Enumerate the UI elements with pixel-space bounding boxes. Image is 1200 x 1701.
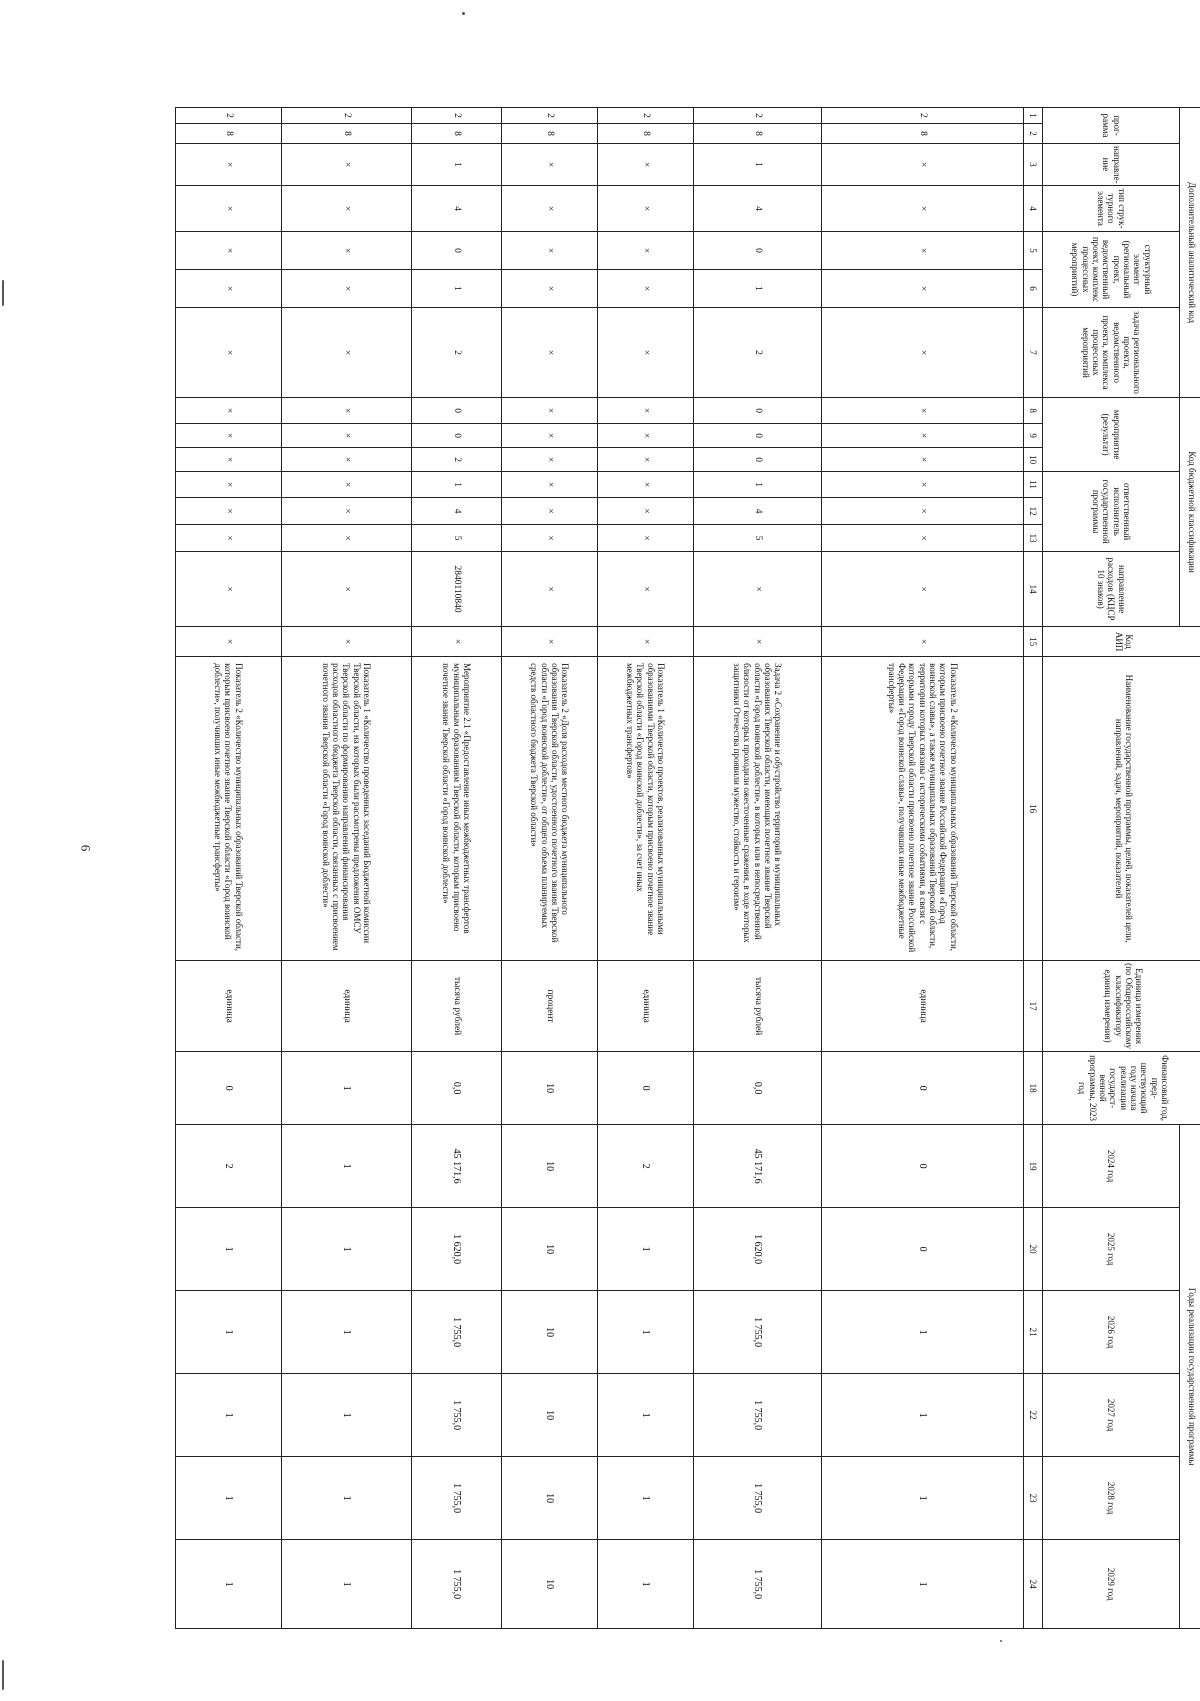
row-value-base: 0 (176, 1052, 282, 1125)
column-number: 17 (1023, 961, 1043, 1052)
column-number: 15 (1023, 627, 1043, 657)
row-code-c3: 1 (411, 144, 502, 186)
row-value-y2028: 1 (597, 1457, 693, 1540)
column-number: 21 (1023, 1291, 1043, 1374)
row-code-c6: × (502, 270, 598, 308)
row-code-c14: × (597, 552, 693, 627)
scan-speck (462, 12, 465, 15)
row-code-c3: × (176, 144, 282, 186)
row-code-c9: 0 (411, 424, 502, 448)
row-name: Показатель 2 «Доля расходов местного бюджета муниципального образования Тверской области, удостоенного почетного звания Тверской области «Город воинской доблести», от общего объема планируемых средств областного бюджета Тверской области» (502, 657, 598, 961)
row-code-c14: × (281, 552, 411, 627)
column-number: 6 (1023, 270, 1043, 308)
row-code-c1: 2 (693, 108, 822, 124)
column-number: 1 (1023, 108, 1043, 124)
header-name: Наименование государственной программы, целей, показателей цели, направлений, задач, мероприятий, показателей (1043, 657, 1200, 961)
row-code-c3: × (281, 144, 411, 186)
row-code-c3: × (822, 144, 1023, 186)
row-value-y2029: 1 755,0 (411, 1540, 502, 1629)
row-code-c12: × (281, 498, 411, 525)
table-row (411, 108, 502, 1629)
row-value-y2028: 1 (281, 1457, 411, 1540)
row-code-c4: × (502, 186, 598, 232)
row-code-c2: 8 (693, 124, 822, 144)
program-table (175, 107, 1200, 1629)
row-code-c6: × (176, 270, 282, 308)
row-unit: тысяча рублей (411, 961, 502, 1052)
row-code-c8: × (597, 398, 693, 424)
row-unit: единица (176, 961, 282, 1052)
row-value-y2024: 10 (502, 1125, 598, 1208)
header-year-2024: 2024 год (1043, 1125, 1180, 1208)
row-code-c8: 0 (693, 398, 822, 424)
row-value-y2025: 10 (502, 1208, 598, 1291)
scan-speck (1000, 1640, 1002, 1642)
table-row (502, 108, 598, 1629)
row-code-c9: × (502, 424, 598, 448)
row-code-c10: × (502, 448, 598, 472)
row-code-c10: × (281, 448, 411, 472)
row-value-y2029: 1 (176, 1540, 282, 1629)
row-code-c8: × (502, 398, 598, 424)
row-code-c10: 2 (411, 448, 502, 472)
row-code-c8: × (822, 398, 1023, 424)
row-code-c14: 2840110840 (411, 552, 502, 627)
row-code-c7: × (281, 308, 411, 398)
row-code-c12: 4 (411, 498, 502, 525)
column-number: 7 (1023, 308, 1043, 398)
row-unit: единица (597, 961, 693, 1052)
row-code-c11: × (176, 472, 282, 498)
row-code-c7: 2 (411, 308, 502, 398)
row-value-base: 0 (597, 1052, 693, 1125)
row-code-c3: × (597, 144, 693, 186)
row-code-c2: 8 (822, 124, 1023, 144)
column-number: 20 (1023, 1208, 1043, 1291)
row-code-c5: 0 (693, 232, 822, 270)
header-program: прог- рамма (1043, 108, 1180, 144)
row-value-y2027: 1 (597, 1374, 693, 1457)
column-number: 2 (1023, 124, 1043, 144)
row-code-c15: × (411, 627, 502, 657)
row-code-c13: 5 (411, 525, 502, 552)
row-value-y2028: 1 755,0 (693, 1457, 822, 1540)
scan-speck (2, 280, 4, 306)
row-code-c10: × (176, 448, 282, 472)
row-name: Показатель 1 «Количество проектов, реализованных муниципальными образованиями Тверской области, которым присвоено почетное звание Тверской области «Город воинской доблести», за счет иных межбюджетных трансфертов» (597, 657, 693, 961)
column-number: 19 (1023, 1125, 1043, 1208)
row-value-y2028: 1 (176, 1457, 282, 1540)
row-code-c2: 8 (411, 124, 502, 144)
row-code-c12: 4 (693, 498, 822, 525)
column-number: 10 (1023, 448, 1043, 472)
row-code-c9: × (176, 424, 282, 448)
row-value-y2029: 1 755,0 (693, 1540, 822, 1629)
row-name: Показатель 2 «Количество муниципальных образований Тверской области, которым присвоено почетное звание Российской Федерации «Город воинской славы», а также муниципальных образований Тверской области, территории которых связаны с историческими событиями, в связи с которыми городу Тверской области присвоено почетное звание Российской Федерации «Город воинской славы», получивших иные межбюджетные трансферты» (822, 657, 1023, 961)
row-code-c10: × (597, 448, 693, 472)
row-code-c2: 8 (502, 124, 598, 144)
column-number: 24 (1023, 1540, 1043, 1629)
row-unit: процент (502, 961, 598, 1052)
row-code-c11: × (502, 472, 598, 498)
row-value-y2027: 10 (502, 1374, 598, 1457)
header-event: мероприятие (результат) (1043, 398, 1180, 472)
row-code-c2: 8 (176, 124, 282, 144)
row-value-y2027: 1 (822, 1374, 1023, 1457)
row-code-c2: 8 (281, 124, 411, 144)
row-value-y2026: 1 755,0 (411, 1291, 502, 1374)
row-code-c4: × (176, 186, 282, 232)
row-value-y2026: 1 (597, 1291, 693, 1374)
column-number: 13 (1023, 525, 1043, 552)
row-code-c15: × (597, 627, 693, 657)
row-code-c4: × (822, 186, 1023, 232)
row-code-c1: 2 (411, 108, 502, 124)
row-value-y2025: 1 (176, 1208, 282, 1291)
row-code-c13: × (502, 525, 598, 552)
row-code-c11: 1 (411, 472, 502, 498)
row-code-c13: × (597, 525, 693, 552)
column-number: 18 (1023, 1052, 1043, 1125)
row-value-base: 0,0 (693, 1052, 822, 1125)
row-name: Задача 2 «Сохранение и обустройство территорий в муниципальных образованиях Тверской области, имеющих почетное звание Тверской области «Город воинской доблести», в которых или в непосредственной близости от которых проходили ожесточенные сражения, в ходе которых защитники Отечества проявили мужество, стойкость и героизм» (693, 657, 822, 961)
row-value-y2025: 1 620,0 (411, 1208, 502, 1291)
row-value-y2026: 1 (281, 1291, 411, 1374)
row-value-y2025: 1 (597, 1208, 693, 1291)
row-value-y2026: 1 (176, 1291, 282, 1374)
row-code-c4: × (597, 186, 693, 232)
row-code-c11: 1 (693, 472, 822, 498)
row-code-c7: × (176, 308, 282, 398)
rotated-table-wrapper (175, 107, 1200, 1607)
row-code-c14: × (693, 552, 822, 627)
row-code-c3: × (502, 144, 598, 186)
row-value-y2024: 2 (176, 1125, 282, 1208)
row-value-y2024: 1 (281, 1125, 411, 1208)
header-year-2027: 2027 год (1043, 1374, 1180, 1457)
row-value-y2024: 45 171,6 (411, 1125, 502, 1208)
row-code-c5: 0 (411, 232, 502, 270)
row-code-c7: × (502, 308, 598, 398)
row-value-y2024: 45 171,6 (693, 1125, 822, 1208)
row-code-c5: × (176, 232, 282, 270)
row-code-c1: 2 (502, 108, 598, 124)
column-number: 11 (1023, 472, 1043, 498)
row-unit: единица (281, 961, 411, 1052)
row-code-c6: × (822, 270, 1023, 308)
row-value-y2029: 1 (597, 1540, 693, 1629)
row-code-c15: × (822, 627, 1023, 657)
row-code-c1: 2 (281, 108, 411, 124)
row-value-y2027: 1 (281, 1374, 411, 1457)
row-code-c5: × (822, 232, 1023, 270)
column-number: 3 (1023, 144, 1043, 186)
header-structural-element: структурный элемент (региональный проект, ведомственный проект, комплекс процессных мероприятий) (1043, 232, 1180, 308)
row-value-y2026: 1 (822, 1291, 1023, 1374)
row-value-y2027: 1 755,0 (411, 1374, 502, 1457)
row-unit: тысяча рублей (693, 961, 822, 1052)
row-code-c13: 5 (693, 525, 822, 552)
row-name: Показатель 1 «Количество проведенных заседаний Бюджетной комиссии Тверской области, на которых были рассмотрены предложения ОМСУ Тверской области по формированию направлений финансирования расходов областного бюджета Тверской области, связанных с присвоением почетного звания Тверской области «Город воинской доблести» (281, 657, 411, 961)
row-value-y2024: 2 (597, 1125, 693, 1208)
row-value-y2026: 10 (502, 1291, 598, 1374)
row-code-c12: × (176, 498, 282, 525)
row-code-c12: × (502, 498, 598, 525)
row-code-c5: × (597, 232, 693, 270)
scan-speck (2, 1660, 4, 1690)
table-row (176, 108, 282, 1629)
row-code-c8: × (176, 398, 282, 424)
header-unit: Единица измерения (по Общероссийскому классификатору единиц измерения) (1043, 961, 1200, 1052)
row-code-c4: 4 (411, 186, 502, 232)
row-code-c7: × (822, 308, 1023, 398)
header-direction: направле- ние (1043, 144, 1180, 186)
row-code-c3: 1 (693, 144, 822, 186)
row-code-c13: × (822, 525, 1023, 552)
row-value-base: 0,0 (411, 1052, 502, 1125)
row-value-y2026: 1 755,0 (693, 1291, 822, 1374)
row-code-c6: × (597, 270, 693, 308)
row-value-y2024: 0 (822, 1125, 1023, 1208)
row-unit: единица (822, 961, 1023, 1052)
row-code-c5: × (281, 232, 411, 270)
header-base-year: Финансовый год, пред- шествующий году начала реализации государст- венной программы, 2023 год (1043, 1052, 1200, 1125)
column-number: 16 (1023, 657, 1043, 961)
row-value-y2028: 10 (502, 1457, 598, 1540)
row-code-c13: × (176, 525, 282, 552)
table-row (597, 108, 693, 1629)
header-year-2025: 2025 год (1043, 1208, 1180, 1291)
row-code-c5: × (502, 232, 598, 270)
row-value-base: 0 (822, 1052, 1023, 1125)
row-code-c6: 1 (693, 270, 822, 308)
row-value-y2025: 1 620,0 (693, 1208, 822, 1291)
column-number: 4 (1023, 186, 1043, 232)
row-code-c9: 0 (693, 424, 822, 448)
header-year-2029: 2029 год (1043, 1540, 1180, 1629)
header-executor: ответственный исполнитель государственной программы (1043, 472, 1180, 552)
row-value-y2025: 1 (281, 1208, 411, 1291)
header-budget-code: Код бюджетной классификации (1180, 398, 1200, 627)
row-code-c6: × (281, 270, 411, 308)
header-structure-type: тип струк- турного элемента (1043, 186, 1180, 232)
row-code-c14: × (502, 552, 598, 627)
row-value-y2029: 10 (502, 1540, 598, 1629)
column-number-row (1023, 108, 1043, 1629)
row-code-c8: 0 (411, 398, 502, 424)
row-code-c12: × (597, 498, 693, 525)
row-code-c14: × (176, 552, 282, 627)
row-code-c4: 4 (693, 186, 822, 232)
row-code-c11: × (822, 472, 1023, 498)
header-year-2028: 2028 год (1043, 1457, 1180, 1540)
row-value-y2029: 1 (822, 1540, 1023, 1629)
row-value-y2027: 1 (176, 1374, 282, 1457)
header-task: задача регионального проекта, ведомственного проекта, комплекса процессных мероприятий (1043, 308, 1180, 398)
row-code-c8: × (281, 398, 411, 424)
header-years-title: Годы реализации государственной программы (1180, 1125, 1200, 1629)
row-code-c15: × (281, 627, 411, 657)
row-name: Мероприятие 2.1 «Предоставление иных межбюджетных трансфертов муниципальным образованиям Тверской области, которым присвоено почетное звание Тверской области «Город воинской доблести» (411, 657, 502, 961)
column-number: 5 (1023, 232, 1043, 270)
column-number: 22 (1023, 1374, 1043, 1457)
row-code-c12: × (822, 498, 1023, 525)
row-code-c7: × (597, 308, 693, 398)
row-value-y2029: 1 (281, 1540, 411, 1629)
table-row (693, 108, 822, 1629)
page-number: 6 (78, 844, 94, 852)
row-code-c10: 0 (693, 448, 822, 472)
row-code-c11: × (597, 472, 693, 498)
row-code-c7: 2 (693, 308, 822, 398)
column-number: 23 (1023, 1457, 1043, 1540)
row-code-c14: × (822, 552, 1023, 627)
table-row (281, 108, 411, 1629)
column-number: 12 (1023, 498, 1043, 525)
header-analytic-code: Дополнительный аналитический код (1180, 108, 1200, 398)
row-value-y2028: 1 (822, 1457, 1023, 1540)
column-number: 9 (1023, 424, 1043, 448)
row-name: Показатель 2 «Количество муниципальных образований Тверской области, которым присвоено почетное звание Тверской области «Город воинской доблести», получивших иные межбюджетные трансферты» (176, 657, 282, 961)
row-code-c15: × (693, 627, 822, 657)
row-value-y2027: 1 755,0 (693, 1374, 822, 1457)
row-value-y2025: 0 (822, 1208, 1023, 1291)
row-code-c1: 2 (176, 108, 282, 124)
row-value-base: 10 (502, 1052, 598, 1125)
header-expense-direction: направление расходов (КЦСР 10 знаков) (1043, 552, 1180, 627)
row-code-c9: × (822, 424, 1023, 448)
row-code-c9: × (281, 424, 411, 448)
header-aip-code: Код АИП (1043, 627, 1200, 657)
row-code-c10: × (822, 448, 1023, 472)
table-row (822, 108, 1023, 1629)
row-value-y2028: 1 755,0 (411, 1457, 502, 1540)
row-code-c15: × (502, 627, 598, 657)
row-code-c6: 1 (411, 270, 502, 308)
header-year-2026: 2026 год (1043, 1291, 1180, 1374)
row-code-c1: 2 (822, 108, 1023, 124)
row-code-c9: × (597, 424, 693, 448)
row-code-c15: × (176, 627, 282, 657)
row-code-c11: × (281, 472, 411, 498)
row-code-c2: 8 (597, 124, 693, 144)
row-value-base: 1 (281, 1052, 411, 1125)
row-code-c4: × (281, 186, 411, 232)
column-number: 8 (1023, 398, 1043, 424)
column-number: 14 (1023, 552, 1043, 627)
row-code-c1: 2 (597, 108, 693, 124)
row-code-c13: × (281, 525, 411, 552)
